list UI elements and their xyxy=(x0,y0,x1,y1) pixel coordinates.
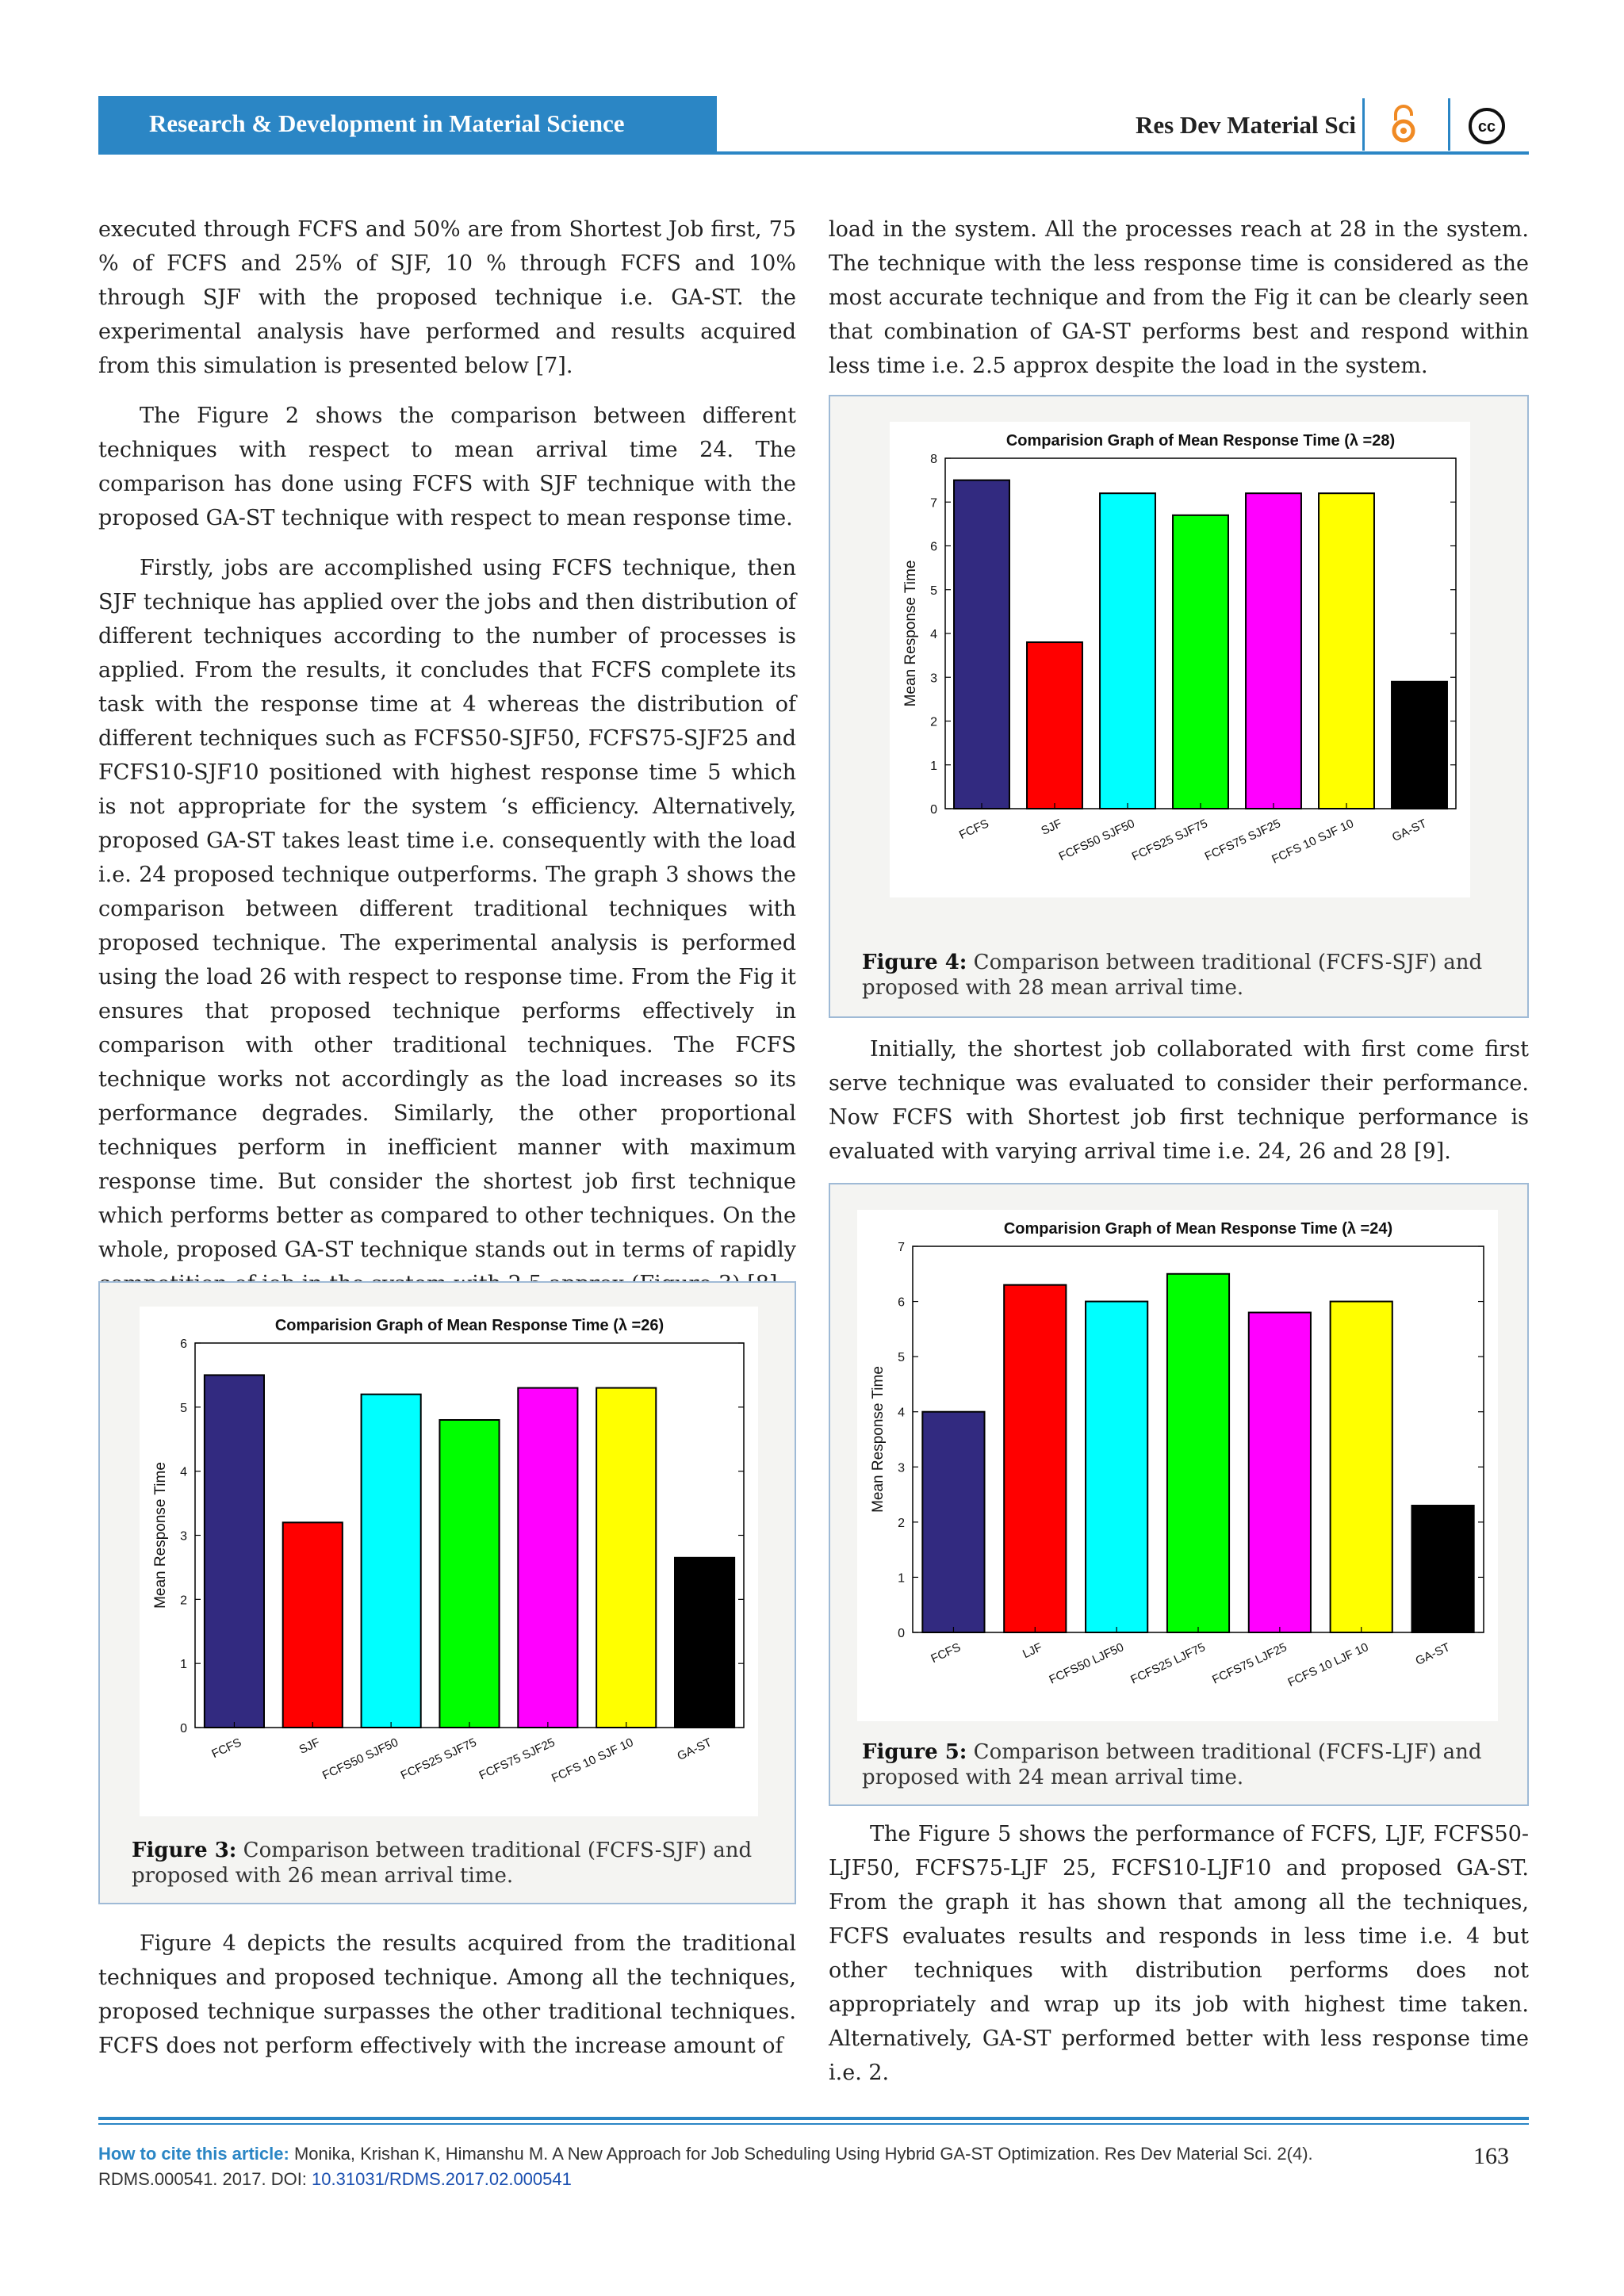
bar xyxy=(1411,1506,1473,1632)
x-tick-label: FCFS 10 LJF 10 xyxy=(1285,1640,1371,1690)
y-tick-label: 2 xyxy=(898,1516,905,1530)
y-tick-label: 4 xyxy=(180,1465,187,1479)
paragraph: The Figure 5 shows the performance of FCFS, LJF, FCFS50-LJF50, FCFS75-LJF 25, FCFS10-LJF10 and proposed GA-ST. From the graph it has shown that among all the techniques, FCFS evaluates results and responds in less time i.e. 4 but other techniques with distribution performs does not appropriately and wrap up its job with highest time taken. Alternatively, GA-ST performed better with less response time i.e. 2. xyxy=(829,1822,1529,2085)
citation-text: Monika, Krishan K, Himanshu M. A New Approach for Job Scheduling Using Hybrid GA-ST Optimization. Res Dev Material Sci. 2(4). xyxy=(293,2144,1313,2164)
creative-commons-icon xyxy=(1469,108,1505,144)
x-tick-label: FCFS50 SJF50 xyxy=(1056,817,1137,864)
x-tick-label: GA-ST xyxy=(675,1735,714,1763)
caption-label: Figure 4: xyxy=(862,951,967,974)
paragraph: The Figure 2 shows the comparison between different techniques with respect to mean arrival time 24. The comparison has done using FCFS with SJF technique with the proposed GA-ST technique with respect to mean response time. xyxy=(98,404,796,530)
y-tick-label: 1 xyxy=(180,1658,187,1672)
x-tick-label: FCFS25 LJF75 xyxy=(1128,1640,1208,1687)
x-tick-label: FCFS25 SJF75 xyxy=(398,1735,479,1783)
chart-title: Comparision Graph of Mean Response Time (λ =26) xyxy=(274,1317,665,1334)
paragraph: executed through FCFS and 50% are from Shortest Job first, 75 % of FCFS and 25% of SJF, 10 % through FCFS and 10% through SJF with the proposed technique i.e. GA-ST. the experimental analysis have performed and results acquired from this simulation is presented below [7]. xyxy=(98,217,796,378)
y-tick-label: 1 xyxy=(930,759,937,773)
x-tick-label: FCFS25 SJF75 xyxy=(1129,817,1210,864)
bar xyxy=(1027,642,1082,809)
bar xyxy=(439,1420,499,1728)
x-tick-label: FCFS75 LJF25 xyxy=(1210,1640,1289,1687)
caption-text: Comparison between traditional (FCFS-LJF) and proposed with 24 mean arrival time. xyxy=(862,1740,1482,1789)
footer-rule xyxy=(98,2123,1529,2125)
bar xyxy=(1100,493,1155,809)
y-tick-label: 4 xyxy=(898,1406,905,1420)
svg-text:cc: cc xyxy=(1477,118,1496,136)
bar xyxy=(1086,1302,1147,1632)
right-column-middle xyxy=(829,1032,1529,1169)
journal-banner: Research & Development in Material Science xyxy=(98,96,717,151)
x-tick-label: GA-ST xyxy=(1413,1640,1453,1668)
open-access-icon xyxy=(1389,103,1418,144)
bar xyxy=(922,1412,984,1632)
y-tick-label: 5 xyxy=(930,584,937,598)
x-tick-label: FCFS 10 SJF 10 xyxy=(549,1735,636,1785)
y-axis-label: Mean Response Time xyxy=(902,560,919,707)
y-tick-label: 0 xyxy=(898,1627,905,1640)
header-rule xyxy=(98,151,1529,155)
caption-label: Figure 5: xyxy=(862,1740,967,1764)
y-tick-label: 4 xyxy=(930,628,937,641)
journal-abbrev: Res Dev Material Sci xyxy=(1135,111,1356,139)
paragraph: load in the system. All the processes reach at 28 in the system. The technique with the less response time is considered as the most accurate technique and from the Fig it can be clearly seen that combination of GA-ST performs best and respond within less time i.e. 2.5 approx despite the load in the system. xyxy=(829,217,1529,378)
paragraph: Figure 4 depicts the results acquired from the traditional techniques and proposed technique. Among all the techniques, proposed technique surpasses the other traditional techniques. FCFS does not perform effectively with the increase amount of xyxy=(98,1931,796,2058)
x-tick-label: GA-ST xyxy=(1389,817,1429,844)
y-tick-label: 6 xyxy=(930,540,937,554)
figure-5 xyxy=(829,1183,1529,1806)
figure-4 xyxy=(829,395,1529,1018)
figure-caption xyxy=(132,1838,774,1888)
bar xyxy=(1246,493,1301,809)
y-tick-label: 7 xyxy=(930,496,937,511)
y-tick-label: 5 xyxy=(898,1351,905,1365)
y-tick-label: 1 xyxy=(898,1571,905,1586)
bar xyxy=(362,1395,421,1728)
figure-caption xyxy=(862,1739,1504,1790)
y-tick-label: 0 xyxy=(930,803,937,817)
x-tick-label: FCFS50 SJF50 xyxy=(320,1735,400,1783)
header-separator xyxy=(1448,98,1450,151)
paragraph: Initially, the shortest job collaborated with first come first serve technique was evaluated to consider their performance. Now FCFS with Shortest job first technique performance is evaluated with varying arrival time i.e. 24, 26 and 28 [9]. xyxy=(829,1037,1529,1164)
chart-title: Comparision Graph of Mean Response Time (λ =28) xyxy=(1005,432,1396,450)
y-axis-label: Mean Response Time xyxy=(152,1462,169,1609)
bar xyxy=(596,1388,656,1728)
x-tick-label: FCFS50 LJF50 xyxy=(1047,1640,1126,1687)
x-tick-label: FCFS75 SJF25 xyxy=(1202,817,1283,864)
bar-chart-fig4 xyxy=(890,422,1470,897)
header-separator xyxy=(1362,98,1365,151)
bar xyxy=(1319,493,1374,809)
caption-text: Comparison between traditional (FCFS-SJF) and proposed with 28 mean arrival time. xyxy=(862,951,1483,1000)
figure-3 xyxy=(98,1281,796,1904)
y-tick-label: 3 xyxy=(180,1529,187,1544)
y-tick-label: 5 xyxy=(180,1401,187,1415)
bar-chart-fig3 xyxy=(140,1307,758,1816)
figure-caption xyxy=(862,950,1504,1001)
y-tick-label: 2 xyxy=(930,715,937,729)
footer-rule xyxy=(98,2117,1529,2120)
citation-label: How to cite this article: xyxy=(98,2144,289,2164)
bar xyxy=(518,1388,577,1728)
citation-line2: RDMS.000541. 2017. DOI: xyxy=(98,2169,307,2189)
x-tick-label: FCFS75 SJF25 xyxy=(477,1735,557,1783)
x-tick-label: FCFS 10 SJF 10 xyxy=(1270,817,1356,867)
y-tick-label: 6 xyxy=(180,1337,187,1351)
x-tick-label: SJF xyxy=(297,1735,322,1757)
caption-label: Figure 3: xyxy=(132,1839,237,1862)
y-tick-label: 7 xyxy=(898,1241,905,1254)
bar xyxy=(1392,682,1447,809)
y-tick-label: 3 xyxy=(930,672,937,686)
caption-text: Comparison between traditional (FCFS-SJF) and proposed with 26 mean arrival time. xyxy=(132,1839,753,1888)
bar xyxy=(1167,1274,1229,1632)
y-tick-label: 6 xyxy=(898,1295,905,1310)
bar-chart-fig5 xyxy=(857,1210,1498,1721)
bar xyxy=(675,1558,734,1728)
bar xyxy=(954,480,1009,809)
y-axis-label: Mean Response Time xyxy=(870,1366,887,1513)
doi-link[interactable]: 10.31031/RDMS.2017.02.000541 xyxy=(312,2169,572,2189)
right-column-bottom xyxy=(829,1817,1529,2090)
x-tick-label: LJF xyxy=(1021,1640,1044,1662)
right-column-top xyxy=(829,212,1529,383)
citation xyxy=(98,2141,1438,2192)
y-tick-label: 2 xyxy=(180,1594,187,1608)
bar xyxy=(1004,1285,1066,1632)
paragraph: Firstly, jobs are accomplished using FCFS technique, then SJF technique has applied over the jobs and then distribution of different techniques according to the number of processes is applied. From the results, it concludes that FCFS complete its task with the response time at 4 whereas the distribution of different techniques such as FCFS50-SJF50, FCFS75-SJF25 and FCFS10-SJF10 positioned with highest response time 5 which is not appropriate for the system ‘s efficiency. Alternatively, proposed GA-ST takes least time i.e. consequently with the load i.e. 24 proposed technique outperforms. The graph 3 shows the comparison between different traditional techniques with proposed technique. The experimental analysis is performed using the load 26 with respect to response time. From the Fig it ensures that proposed technique performs effectively in comparison with other traditional techniques. The FCFS technique works not accordingly as the load increases so its performance degrades. Similarly, the other proportional techniques perform in inefficient manner with maximum response time. But consider the shortest job first technique which performs better as compared to other techniques. On the whole, proposed GA-ST technique stands out in terms of rapidly xyxy=(98,556,796,1262)
bar xyxy=(205,1375,264,1728)
y-tick-label: 3 xyxy=(898,1461,905,1475)
bar xyxy=(1331,1302,1392,1632)
y-tick-label: 8 xyxy=(930,453,937,466)
x-tick-label: SJF xyxy=(1039,817,1064,838)
y-tick-label: 0 xyxy=(180,1722,187,1735)
x-tick-label: FCFS xyxy=(929,1640,963,1667)
left-column xyxy=(98,212,796,1301)
bar xyxy=(283,1522,343,1728)
bar xyxy=(1249,1312,1311,1632)
x-tick-label: FCFS xyxy=(957,817,991,843)
left-column-continued xyxy=(98,1927,796,2063)
page-number: 163 xyxy=(1473,2143,1509,2169)
x-tick-label: FCFS xyxy=(209,1735,244,1762)
bar xyxy=(1173,515,1228,809)
chart-title: Comparision Graph of Mean Response Time (λ =24) xyxy=(1003,1220,1393,1238)
